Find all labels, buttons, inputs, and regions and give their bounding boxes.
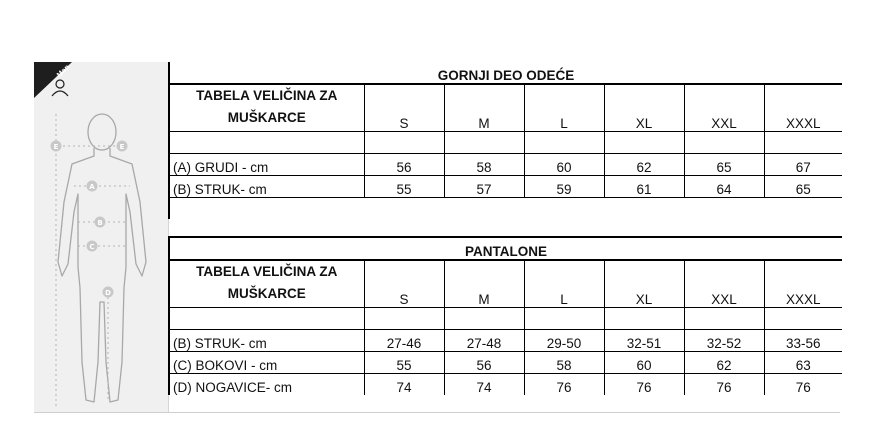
row-label: (B) STRUK- cm — [169, 176, 364, 198]
pants-spacer-row — [169, 308, 842, 330]
pants-caption-row — [169, 237, 842, 260]
pants-header-row — [169, 260, 842, 308]
svg-text:C: C — [89, 243, 95, 251]
tops-header-title — [169, 84, 364, 132]
table-cell: 27-46 — [364, 330, 444, 352]
marker-c — [87, 241, 98, 252]
marker-e-left — [51, 141, 62, 152]
table-cell: 60 — [604, 352, 684, 374]
size-header: XXXL — [764, 84, 842, 132]
table-cell: 64 — [684, 176, 764, 198]
svg-text:A: A — [89, 183, 95, 191]
row-label: (D) NOGAVICE- cm — [169, 374, 364, 396]
table-cell: 27-48 — [444, 330, 524, 352]
table-row — [169, 374, 842, 396]
table-cell: 62 — [684, 352, 764, 374]
table-cell: 76 — [604, 374, 684, 396]
table-cell: 57 — [444, 176, 524, 198]
table-cell: 60 — [524, 154, 604, 176]
tops-header-line1: TABELA VELIČINA ZA — [196, 88, 338, 103]
body-figure-panel — [34, 62, 169, 412]
table-cell: 32-51 — [604, 330, 684, 352]
table-cell: 32-52 — [684, 330, 764, 352]
table-cell: 67 — [764, 154, 842, 176]
tops-size-table — [168, 62, 842, 219]
table-cell: 76 — [684, 374, 764, 396]
table-row — [169, 154, 842, 176]
table-cell: 59 — [524, 176, 604, 198]
size-header: XL — [604, 84, 684, 132]
tops-header-row — [169, 84, 842, 132]
table-cell: 62 — [604, 154, 684, 176]
svg-text:E: E — [53, 143, 59, 151]
size-header: S — [364, 84, 444, 132]
marker-e-right — [117, 141, 128, 152]
tops-gap-row — [169, 198, 842, 220]
svg-text:B: B — [97, 219, 103, 227]
bottom-divider — [34, 412, 840, 413]
size-header: XXL — [684, 84, 764, 132]
table-cell: 33-56 — [764, 330, 842, 352]
pants-header-line2: MUŠKARCE — [227, 286, 306, 301]
marker-a — [87, 181, 98, 192]
table-cell: 61 — [604, 176, 684, 198]
size-header: L — [524, 84, 604, 132]
man-badge-label: Man — [56, 63, 72, 79]
table-row — [169, 330, 842, 352]
marker-d — [103, 287, 114, 298]
table-cell: 58 — [444, 154, 524, 176]
table-cell: 74 — [444, 374, 524, 396]
table-cell: 55 — [364, 176, 444, 198]
pants-caption: PANTALONE — [169, 237, 842, 260]
table-cell: 76 — [795, 380, 811, 395]
row-label: (B) STRUK- cm — [169, 330, 364, 352]
svg-text:E: E — [119, 143, 125, 151]
table-row — [169, 352, 842, 374]
pants-header-title — [169, 260, 364, 308]
row-label: (C) BOKOVI - cm — [169, 352, 364, 374]
table-cell: 65 — [684, 154, 764, 176]
marker-b — [95, 217, 106, 228]
table-cell: 76 — [524, 374, 604, 396]
pants-size-table — [168, 236, 842, 395]
tops-caption: GORNJI DEO ODEĆE — [169, 62, 842, 84]
table-cell: 55 — [364, 352, 444, 374]
size-header: M — [444, 84, 524, 132]
table-cell: 56 — [364, 154, 444, 176]
svg-text:D: D — [105, 289, 111, 297]
size-header: XXXL — [764, 260, 842, 308]
tops-header-line2: MUŠKARCE — [227, 110, 306, 125]
table-cell: 63 — [764, 352, 842, 374]
table-cell: 58 — [524, 352, 604, 374]
table-cell: 65 — [764, 176, 842, 198]
table-cell: 74 — [364, 374, 444, 396]
table-cell: 29-50 — [524, 330, 604, 352]
size-header: XXL — [684, 260, 764, 308]
measurement-markers — [34, 62, 168, 412]
row-label: (A) GRUDI - cm — [169, 154, 364, 176]
table-row — [169, 176, 842, 198]
size-header: XL — [604, 260, 684, 308]
tops-spacer-row — [169, 132, 842, 154]
size-header: S — [364, 260, 444, 308]
size-header: L — [524, 260, 604, 308]
tops-caption-row — [169, 62, 842, 84]
pants-header-line1: TABELA VELIČINA ZA — [196, 264, 338, 279]
size-header: M — [444, 260, 524, 308]
table-cell: 56 — [444, 352, 524, 374]
